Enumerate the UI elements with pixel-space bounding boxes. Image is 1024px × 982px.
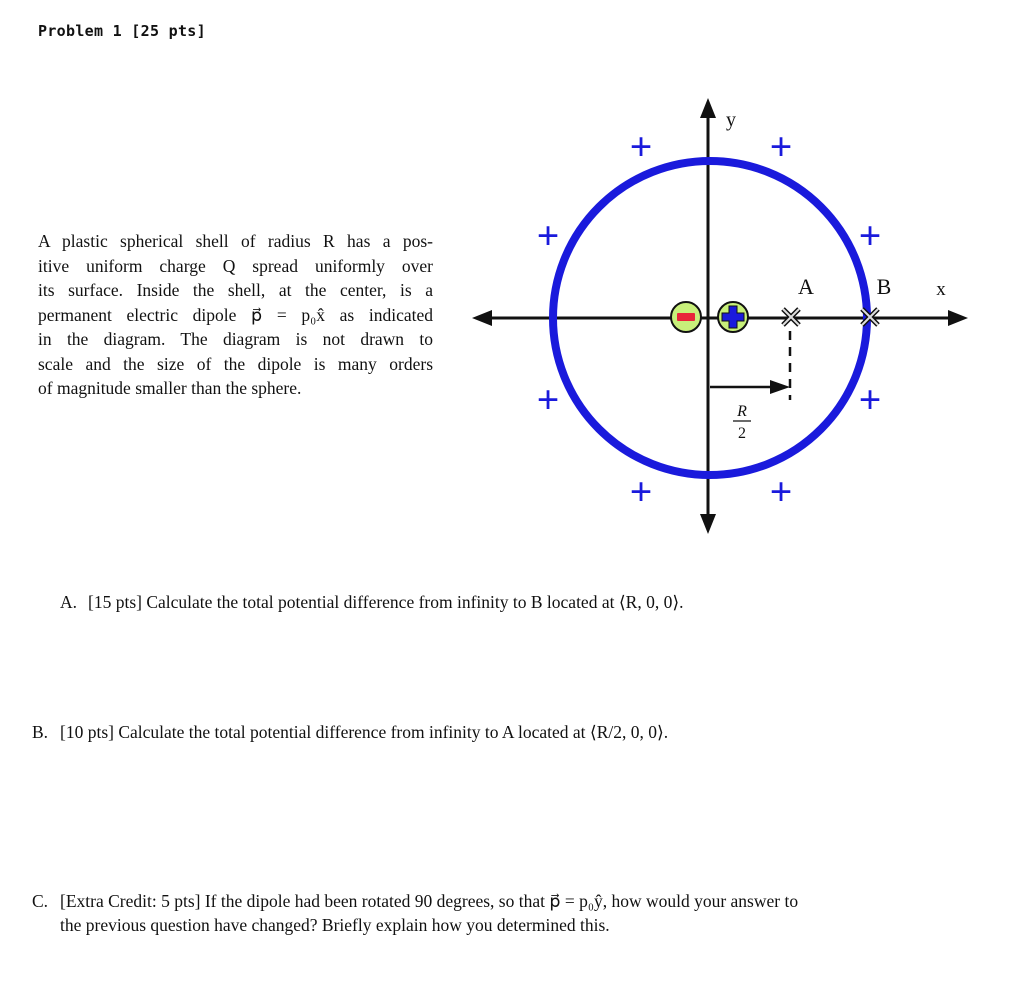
description-line: permanent electric dipole p⃗ = p₀x̂ as indicated <box>38 304 433 325</box>
x-axis-label: x <box>936 279 946 300</box>
question-b <box>32 720 668 744</box>
half-radius-arrowhead-icon <box>770 380 790 394</box>
question-c-line2: the previous question have changed? Briefly explain how you determined this. <box>60 915 610 935</box>
shell-plus-sign: + <box>769 469 793 514</box>
half-radius-numerator: R <box>737 403 747 420</box>
y-axis-down-arrow-icon <box>700 514 716 534</box>
x-axis-left-arrow-icon <box>472 310 492 326</box>
question-a <box>60 590 684 614</box>
shell-plus-sign: + <box>629 124 653 169</box>
shell-plus-sign: + <box>858 377 882 422</box>
negative-charge <box>671 302 701 332</box>
shell-plus-sign: + <box>536 377 560 422</box>
half-radius-denominator: 2 <box>738 425 746 442</box>
question-c-label: C. <box>32 891 49 911</box>
half-radius-label <box>733 403 751 442</box>
description-line: in the diagram. The diagram is not drawn to <box>38 329 433 349</box>
y-axis-up-arrow-icon <box>700 98 716 118</box>
minus-icon <box>677 313 695 321</box>
question-b-label: B. <box>32 722 49 742</box>
description-line: A plastic spherical shell of radius R has a pos- <box>38 231 433 251</box>
description-line: scale and the size of the dipole is many orders <box>38 353 433 374</box>
y-axis-label: y <box>726 109 736 131</box>
shell-plus-sign: + <box>858 213 882 258</box>
question-c-line1: [Extra Credit: 5 pts] If the dipole had been rotated 90 degrees, so that p⃗ = p₀ŷ, how would your answer to <box>60 891 799 911</box>
shell-dipole-diagram <box>460 90 980 540</box>
positive-charge <box>718 302 748 332</box>
shell-plus-sign: + <box>629 469 653 514</box>
question-a-text: [15 pts] Calculate the total potential difference from infinity to B located at ⟨R, 0, 0⟩. <box>88 592 684 612</box>
problem-description <box>38 229 433 401</box>
question-c <box>32 889 1004 937</box>
point-b-label: B <box>876 274 892 299</box>
description-line: of magnitude smaller than the sphere. <box>38 378 302 398</box>
x-axis-right-arrow-icon <box>948 310 968 326</box>
question-a-label: A. <box>60 592 78 612</box>
shell-plus-sign: + <box>536 213 560 258</box>
description-line: its surface. Inside the shell, at the center, is a <box>38 280 433 300</box>
point-a-label: A <box>798 274 814 299</box>
problem-header: Problem 1 [25 pts] <box>38 22 206 40</box>
description-line: itive uniform charge Q spread uniformly over <box>38 255 433 276</box>
shell-plus-sign: + <box>769 124 793 169</box>
question-b-text: [10 pts] Calculate the total potential difference from infinity to A located at ⟨R/2, 0, 0⟩. <box>60 722 669 742</box>
